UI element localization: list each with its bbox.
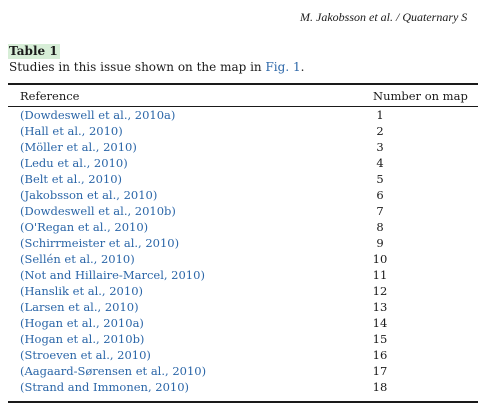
table-row (0, 315, 480, 331)
table-row (0, 299, 480, 315)
table-row (0, 139, 480, 155)
table-row (0, 331, 480, 347)
reference-link[interactable]: (Hogan et al., 2010b) (20, 332, 145, 346)
reference-link[interactable]: (Dowdeswell et al., 2010b) (20, 204, 176, 218)
table-row (0, 235, 480, 251)
caption-suffix: . (300, 60, 305, 74)
map-number: 7 (376, 204, 384, 218)
table-row (0, 379, 480, 395)
reference-link[interactable]: (Hanslik et al., 2010) (20, 284, 143, 298)
table-row (0, 155, 480, 171)
map-number: 1 (376, 108, 384, 122)
map-number: 16 (372, 348, 388, 362)
map-number: 10 (372, 252, 388, 266)
table-row (0, 107, 480, 123)
table-top-rule (8, 83, 478, 85)
table-row (0, 283, 480, 299)
table-row (0, 267, 480, 283)
table-row (0, 123, 480, 139)
map-number: 8 (376, 220, 384, 234)
reference-link[interactable]: (Möller et al., 2010) (20, 140, 137, 154)
reference-link[interactable]: (O'Regan et al., 2010) (20, 220, 149, 234)
map-number: 12 (372, 284, 388, 298)
reference-link[interactable]: (Stroeven et al., 2010) (20, 348, 151, 362)
reference-link[interactable]: (Not and Hillaire-Marcel, 2010) (20, 268, 205, 282)
table-bottom-rule (8, 401, 478, 403)
map-number: 5 (376, 172, 384, 186)
map-number: 18 (372, 380, 388, 394)
reference-link[interactable]: (Dowdeswell et al., 2010a) (20, 108, 176, 122)
reference-link[interactable]: (Sellén et al., 2010) (20, 252, 135, 266)
map-number: 9 (376, 236, 384, 250)
table-row (0, 219, 480, 235)
map-number: 14 (372, 316, 388, 330)
reference-link[interactable]: (Strand and Immonen, 2010) (20, 380, 190, 394)
reference-link[interactable]: (Jakobsson et al., 2010) (20, 188, 158, 202)
reference-link[interactable]: (Belt et al., 2010) (20, 172, 123, 186)
reference-link[interactable]: (Aagaard-Sørensen et al., 2010) (20, 364, 207, 378)
running-header: M. Jakobsson et al. / Quaternary S (300, 10, 468, 24)
table-row (0, 347, 480, 363)
reference-link[interactable]: (Ledu et al., 2010) (20, 156, 128, 170)
table-label: Table 1 (9, 44, 58, 58)
map-number: 6 (376, 188, 384, 202)
map-number: 13 (372, 300, 388, 314)
figure-link[interactable]: Fig. 1 (265, 60, 301, 74)
reference-link[interactable]: (Hogan et al., 2010a) (20, 316, 144, 330)
map-number: 11 (372, 268, 388, 282)
reference-link[interactable]: (Larsen et al., 2010) (20, 300, 139, 314)
table-row (0, 363, 480, 379)
table-row (0, 187, 480, 203)
table-caption (9, 60, 304, 74)
caption-text: Studies in this issue shown on the map in (9, 60, 266, 74)
reference-link[interactable]: (Schirrmeister et al., 2010) (20, 236, 180, 250)
table-row (0, 171, 480, 187)
map-number: 3 (376, 140, 384, 154)
map-number: 4 (376, 156, 384, 170)
map-number: 15 (372, 332, 388, 346)
map-number: 17 (372, 364, 388, 378)
column-header-reference: Reference (20, 89, 80, 103)
column-header-number: Number on map (373, 89, 468, 103)
map-number: 2 (376, 124, 384, 138)
table-row (0, 251, 480, 267)
table-body (0, 107, 480, 395)
table-row (0, 203, 480, 219)
reference-link[interactable]: (Hall et al., 2010) (20, 124, 123, 138)
